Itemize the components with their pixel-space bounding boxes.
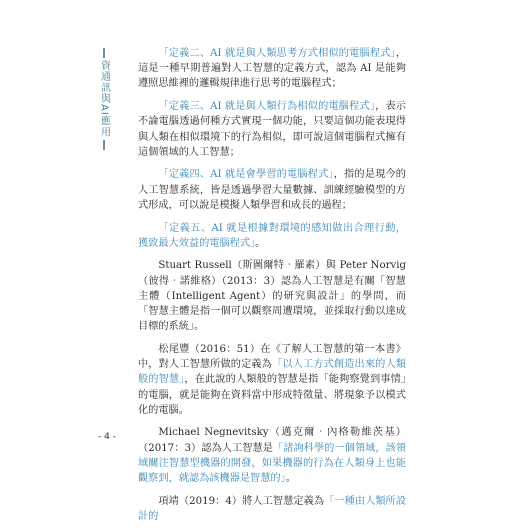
definition-4-text: ，指的是現今的人工智慧系統，皆是透過學習大量數據、訓練經驗模型的方式形成，可以說是模擬人類學習和成長的過程； — [138, 169, 406, 211]
negnevitsky-text-2: 。 — [285, 473, 296, 485]
xiang-highlight: 「一種由人類所設計的 — [138, 495, 406, 522]
page-number: - 4 - — [98, 432, 116, 442]
body-text — [138, 46, 406, 532]
definition-5-text: 。 — [255, 237, 266, 249]
paragraph-matsuo — [138, 342, 406, 418]
paragraph-definition-2 — [138, 46, 406, 92]
chapter-sidebar — [96, 46, 112, 152]
paragraph-definition-5 — [138, 221, 406, 251]
matsuo-text-2: ，在此說的人類般的智慧是指「能夠察覺到事情」的電腦，就是能夠在資料當中形成特徵量、將現象予以模式化的電腦。 — [138, 374, 406, 416]
paragraph-definition-3 — [138, 99, 406, 160]
definition-3-highlight: 「定義三、AI 就是與人類行為相似的電腦程式」 — [158, 101, 376, 113]
negnevitsky-highlight: 「諸詢科學的一個領域，該領域關注智慧型機器的開發，如果機器的行為在人類身上也能觀察到，就認為該機器是智慧的」 — [138, 442, 406, 485]
definition-2-highlight: 「定義二、AI 就是與人類思考方式相似的電腦程式」 — [158, 48, 396, 59]
negnevitsky-text-1: Michael Negnevitsky（邁克爾‧內格勒維茨基）（2017：3）認為人工智慧是 — [138, 427, 406, 454]
definition-3-text: ，表示不論電腦透過何種方式實現一個功能，只要這個功能表現得與人類在相似環境下的行為相似，即可說這個電腦程式擁有這個領域的人工智慧； — [138, 101, 406, 158]
matsuo-text-1: 松尾豐（2016：51）在《了解人工智慧的第一本書》中，對人工智慧所做的定義為 — [138, 343, 406, 371]
sidebar-chapter-title: 資通訊與AI應用 — [98, 60, 110, 138]
xiang-text: 項靖（2019：4）將人工智慧定義為 — [158, 495, 325, 507]
russell-norvig-text: Stuart Russell（斯圖爾特‧羅素）與 Peter Norvig（彼得‧諾維格）（2013：3）認為人工智慧是有關「智慧主體（Intelligent Agent）的研究與設計」的學問，而「智慧主體是指一個可以觀察周遭環境，並採取行動以達成目標的系統」。 — [138, 260, 406, 333]
definition-4-highlight: 「定義四、AI 就是會學習的電腦程式」 — [158, 169, 334, 181]
paragraph-negnevitsky — [138, 425, 406, 486]
matsuo-highlight: 「以人工方式創造出來的人類般的智慧」 — [138, 359, 406, 386]
sidebar-dash-bottom — [103, 140, 105, 150]
definition-5-highlight: 「定義五、AI 就是根據對環境的感知做出合理行動，獲致最大效益的電腦程式」 — [138, 222, 406, 249]
paragraph-russell-norvig — [138, 258, 406, 334]
sidebar-dash-top — [103, 48, 105, 58]
paragraph-definition-4 — [138, 167, 406, 213]
definition-2-text: ，這是一種早期普遍對人工智慧的定義方式，認為 AI 是能夠遵照思維裡的邏輯規律進行思考的電腦程式； — [138, 48, 406, 90]
paragraph-xiang — [138, 494, 406, 524]
